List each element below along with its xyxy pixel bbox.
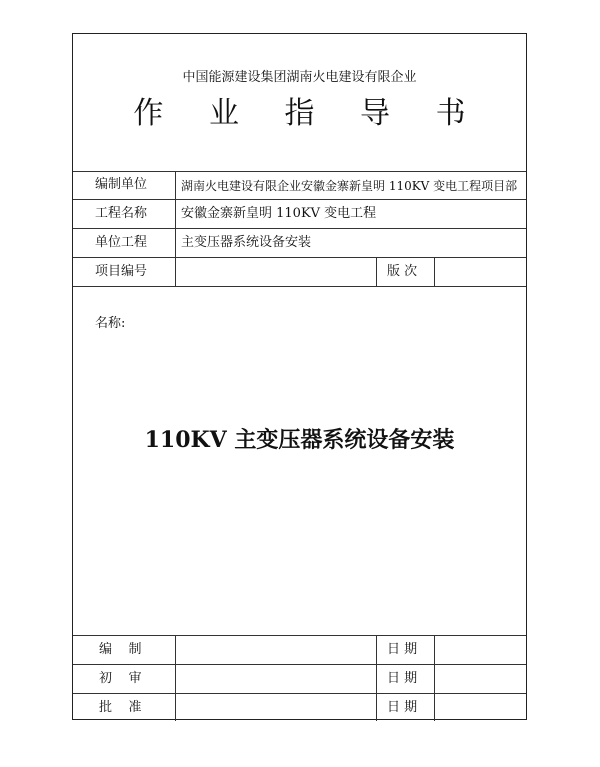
signoff-date-label-prepared: 日 期 bbox=[387, 642, 418, 657]
divider bbox=[73, 199, 526, 200]
divider bbox=[73, 257, 526, 258]
signoff-date-label-approved: 日 期 bbox=[387, 700, 418, 715]
divider bbox=[73, 228, 526, 229]
info-value-sub-project: 主变压器系统设备安装 bbox=[181, 235, 312, 250]
signoff-label-reviewed: 初 审 bbox=[99, 671, 142, 686]
document-title: 作 业 指 导 书 bbox=[133, 96, 484, 131]
signoff-label-approved: 批 准 bbox=[99, 700, 142, 715]
organization-name: 中国能源建设集团湖南火电建设有限企业 bbox=[182, 70, 417, 85]
divider bbox=[73, 664, 526, 665]
info-label-version: 版 次 bbox=[387, 264, 418, 279]
column-divider bbox=[175, 171, 176, 286]
column-divider bbox=[175, 635, 176, 721]
divider bbox=[73, 635, 526, 636]
name-label: 名称: bbox=[95, 316, 126, 331]
signoff-label-prepared: 编 制 bbox=[99, 642, 142, 657]
column-divider bbox=[434, 257, 435, 286]
info-label-project: 工程名称 bbox=[95, 206, 148, 221]
document-frame bbox=[72, 33, 527, 720]
info-label-item-number: 项目编号 bbox=[95, 264, 148, 279]
info-value-unit: 湖南火电建设有限企业安徽金寨新皇明 110KV 变电工程项目部 bbox=[181, 179, 518, 193]
column-divider bbox=[376, 635, 377, 721]
info-label-unit: 编制单位 bbox=[95, 177, 148, 192]
info-value-project: 安徽金寨新皇明 110KV 变电工程 bbox=[181, 206, 377, 221]
signoff-date-label-reviewed: 日 期 bbox=[387, 671, 418, 686]
divider bbox=[73, 693, 526, 694]
column-divider bbox=[434, 635, 435, 721]
divider bbox=[73, 286, 526, 287]
work-title: 110KV 主变压器系统设备安装 bbox=[144, 427, 455, 453]
info-label-sub-project: 单位工程 bbox=[95, 235, 148, 250]
column-divider bbox=[376, 257, 377, 286]
divider bbox=[73, 171, 526, 172]
